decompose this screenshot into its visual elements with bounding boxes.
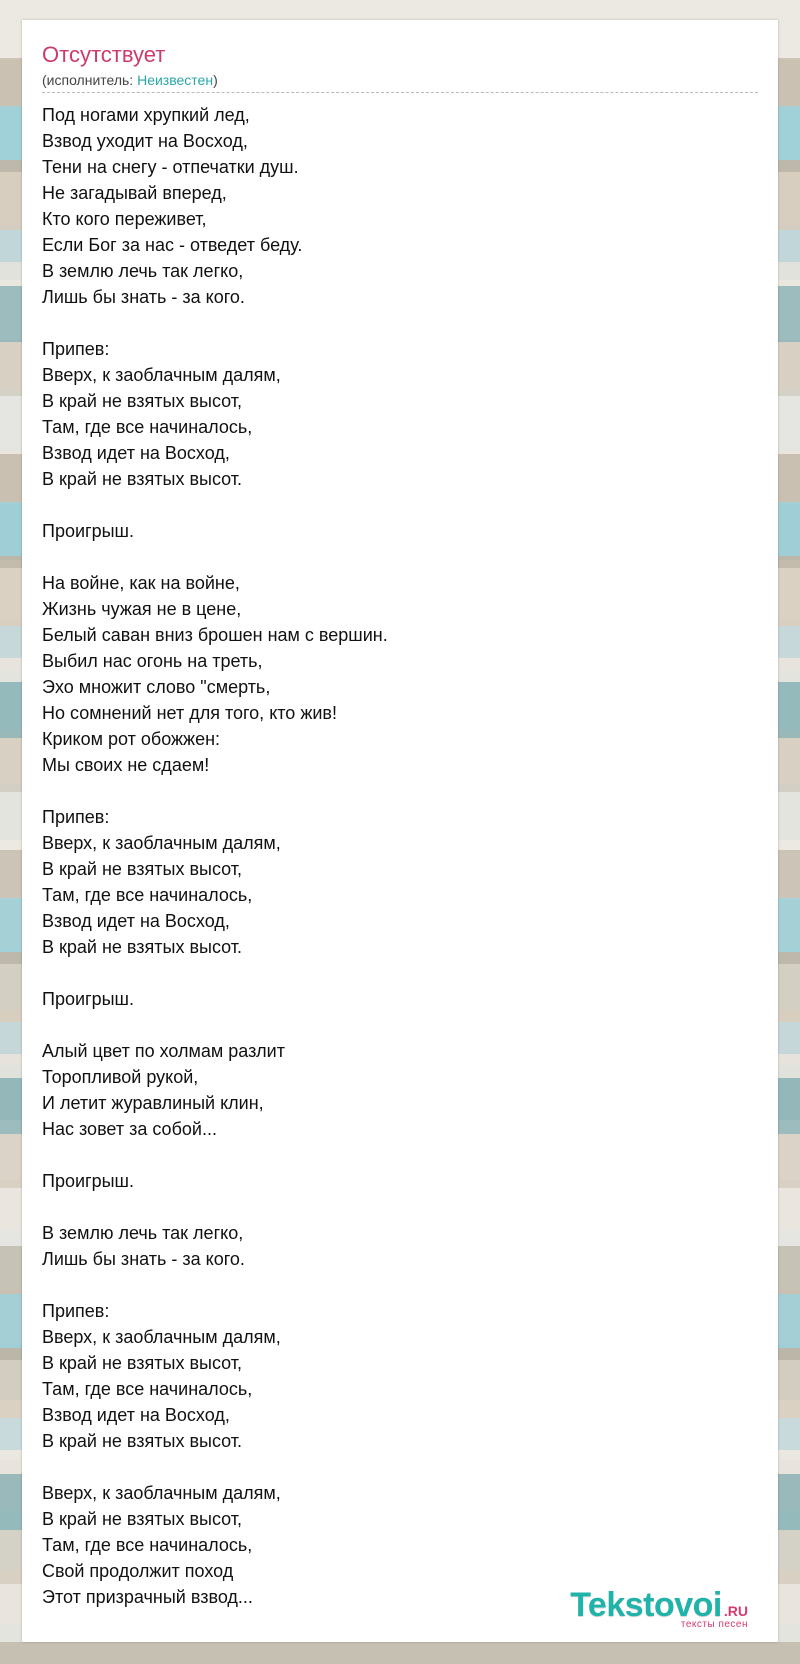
logo-tagline: тексты песен — [680, 1619, 748, 1630]
artist-prefix: (исполнитель: — [42, 72, 138, 88]
song-title: Отсутствует — [42, 42, 166, 67]
logo-brand: Tekstovoi — [570, 1586, 722, 1624]
lyrics-card — [22, 20, 778, 1642]
logo-tld: .RU — [723, 1603, 748, 1619]
lyrics-text: Под ногами хрупкий лед, Взвод уходит на Восход, Тени на снегу - отпечатки душ. Не загадывай вперед, Кто кого переживет, Если Бог за нас - отведет беду. В землю лечь так легко, Лишь бы знать - за кого. Припев: Вверх, к заоблачным далям, В край не взятых высот, Там, где все начиналось, Взвод идет на Восход, В край не взятых высот. Проигрыш. На войне, как на войне, Жизнь чужая не в цене, Белый саван вниз брошен нам с вершин. Выбил нас огонь на треть, Эхо множит слово "смерть, Но сомнений нет для того, кто жив! Криком рот обожжен: Мы своих не сдаем! Припев: Вверх, к заоблачным далям, В край не взятых высот, Там, где все начиналось, Взвод идет на Восход, В край не взятых высот. Проигрыш. Алый цвет по холмам разлит Торопливой рукой, И летит журавлиный клин, Нас зовет за собой... Проигрыш. В землю лечь так легко, Лишь бы знать - за кого. Припев: Вверх, к заоблачным далям, В край не взятых высот, Там, где все начиналось, Взвод идет на Восход, В край не взятых высот. Вверх, к заоблачным далям, В край не взятых высот, Там, где все начиналось, Свой продолжит поход Этот призрачный взвод... — [42, 105, 388, 1607]
artist-link[interactable]: Неизвестен — [137, 72, 214, 88]
artist-suffix: ) — [213, 72, 218, 88]
title-divider — [42, 92, 758, 93]
site-logo[interactable] — [570, 1586, 748, 1630]
artist-line — [42, 72, 218, 88]
